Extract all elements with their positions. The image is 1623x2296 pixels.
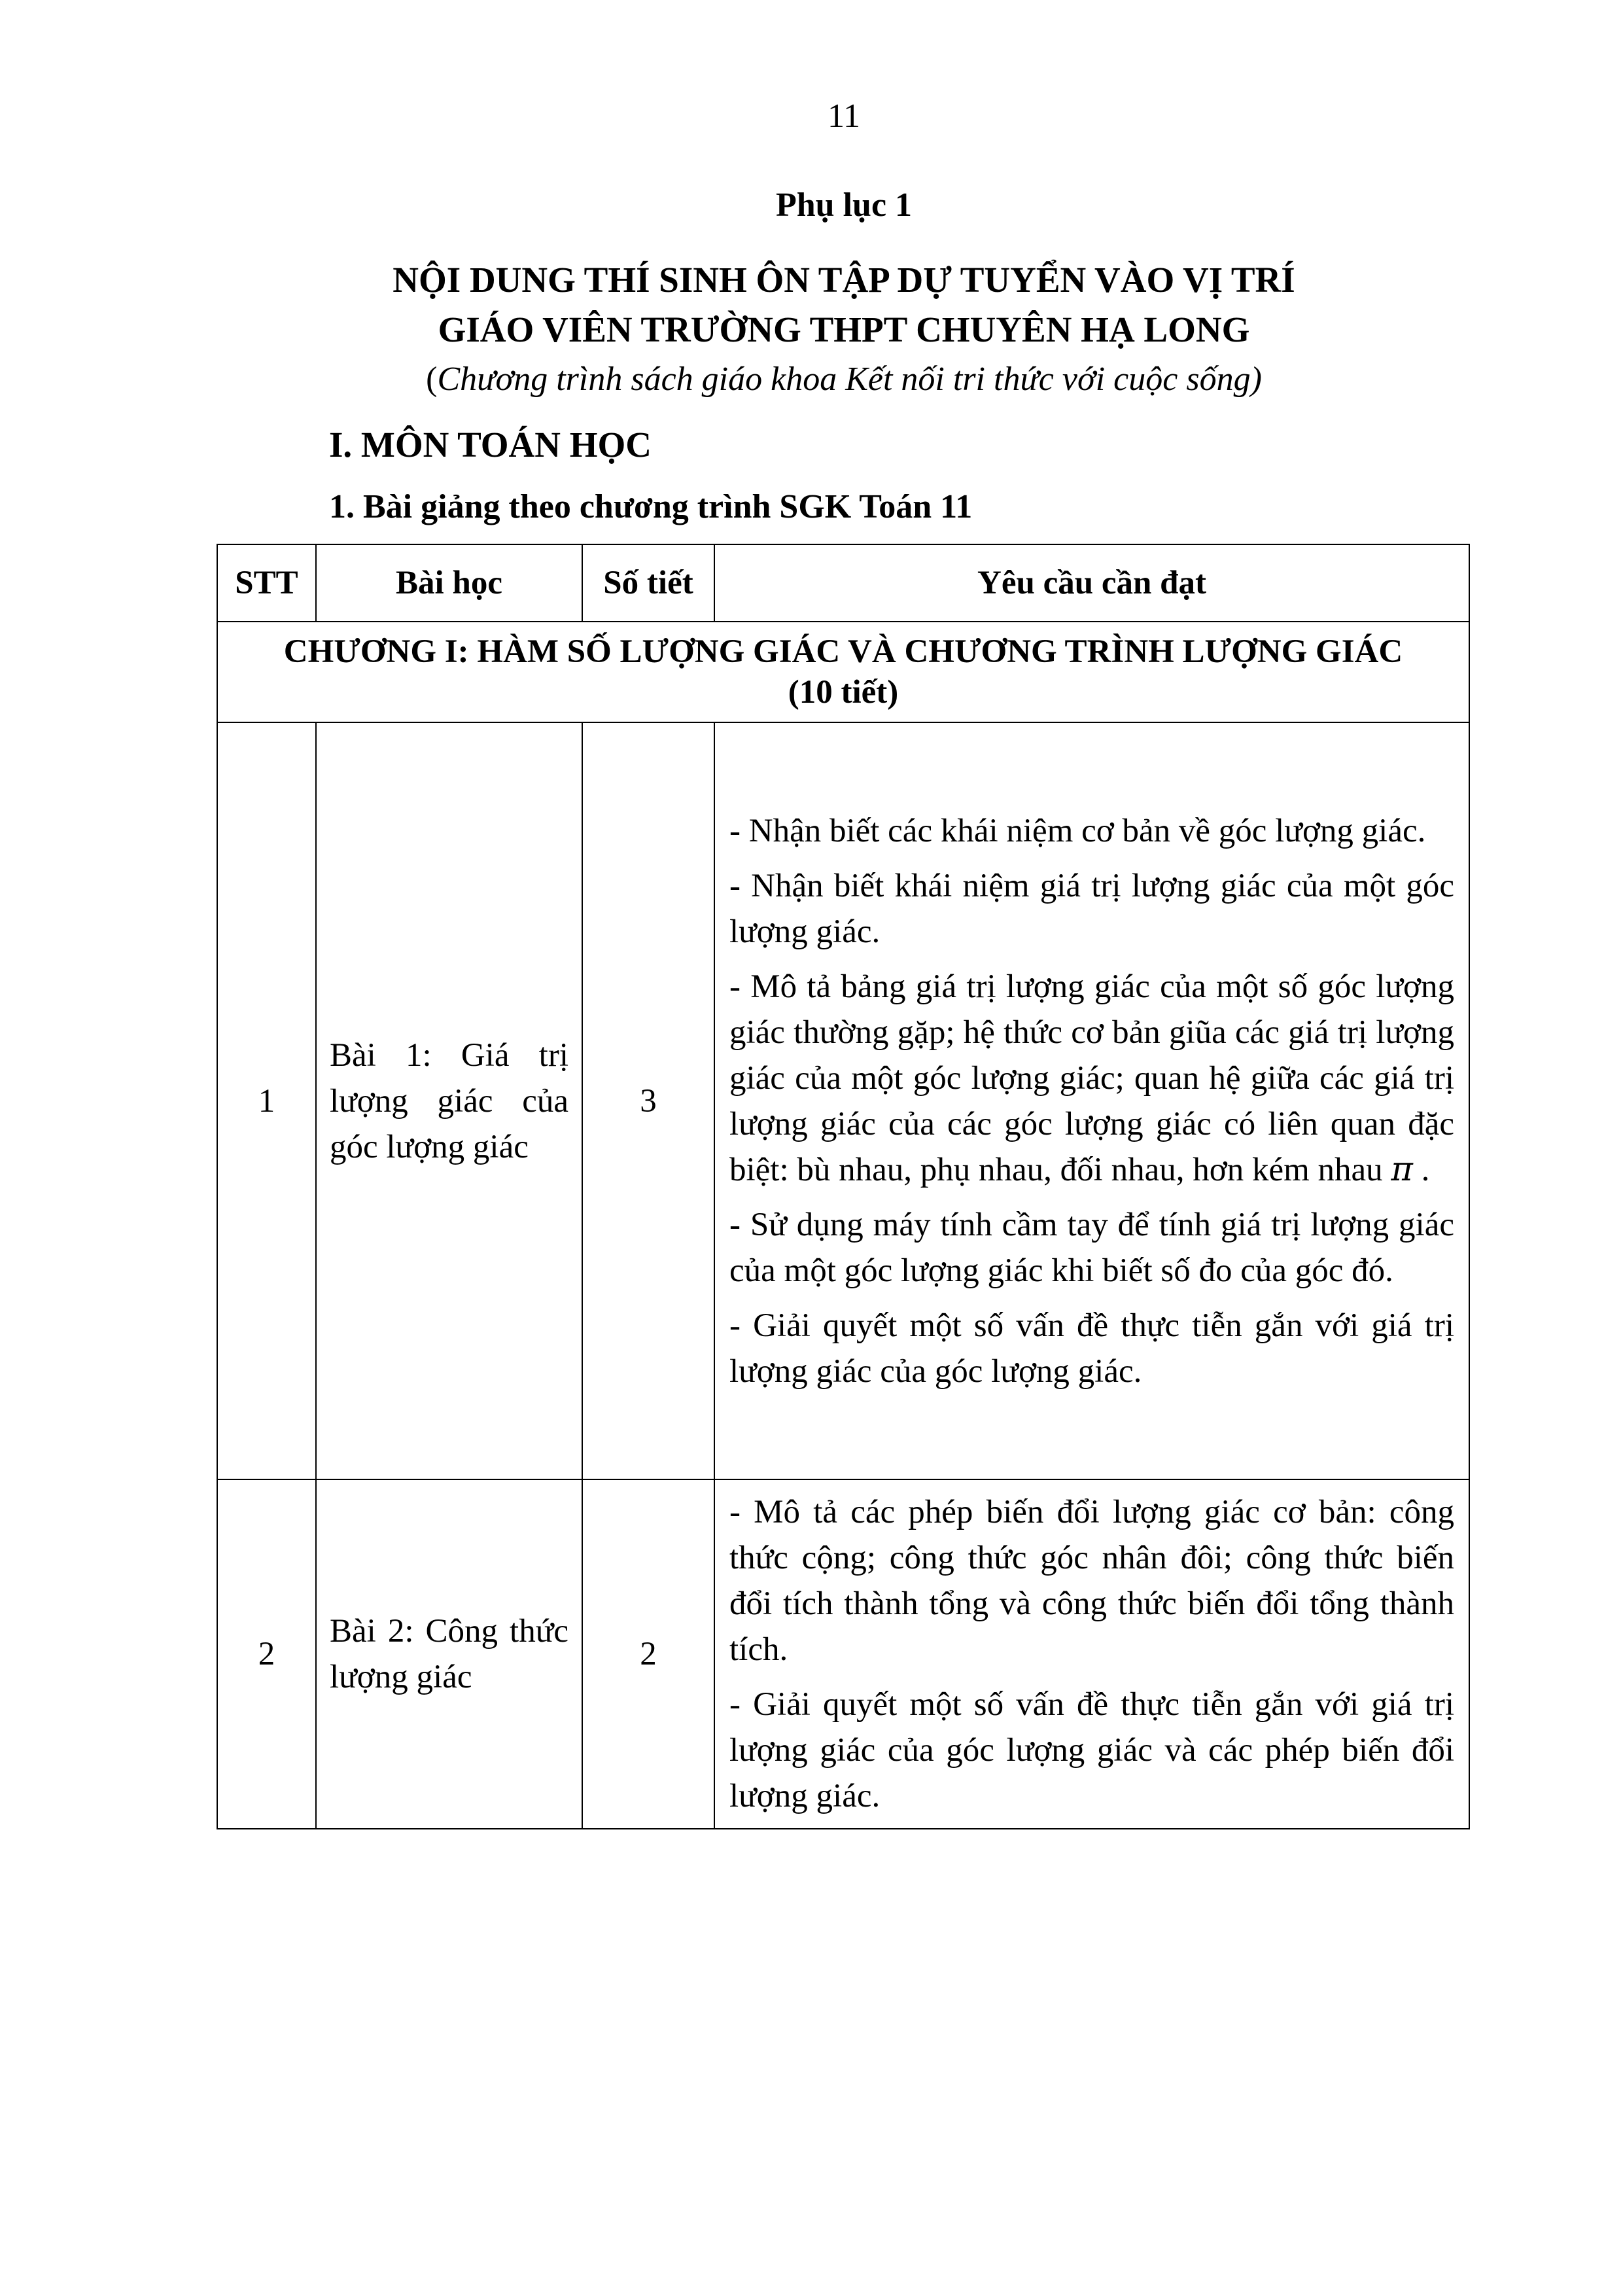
requirement-item: - Nhận biết khái niệm giá trị lượng giác của một góc lượng giác. [729, 867, 1454, 950]
chapter-row [217, 622, 1469, 722]
row-stt: 2 [217, 1479, 316, 1829]
pi-symbol: π [1391, 1150, 1413, 1189]
requirement-text: - Mô tả bảng giá trị lượng giác của một số góc lượng giác thường gặp; hệ thức cơ bản giũa các giá trị lượng giác của một góc lượng giác; quan hệ giữa các giá trị lượng giác của các góc lượng giác có liên quan đặc biệt: bù nhau, phụ nhau, đối nhau, hơn kém nhau [729, 968, 1454, 1188]
appendix-title: Phụ lục 1 [775, 186, 913, 224]
row-requirements [714, 722, 1469, 1479]
requirement-item: - Giải quyết một số vấn đề thực tiễn gắn với giá trị lượng giác của góc lượng giác và các phép biến đổi lượng giác. [729, 1686, 1454, 1814]
row-periods: 3 [582, 722, 714, 1479]
subtitle-text: Chương trình sách giáo khoa Kết nối tri thức với cuộc sống [437, 361, 1251, 398]
table-row [217, 722, 1469, 1479]
row-periods: 2 [582, 1479, 714, 1829]
main-title [0, 255, 1623, 355]
chapter-title: CHƯƠNG I: HÀM SỐ LƯỢNG GIÁC VÀ CHƯƠNG TRÌNH LƯỢNG GIÁC [283, 633, 1403, 670]
main-title-line-1: NỘI DUNG THÍ SINH ÔN TẬP DỰ TUYỂN VÀO VỊ TRÍ [393, 260, 1295, 300]
chapter-periods: (10 tiết) [788, 674, 899, 711]
subsection-heading: 1. Bài giảng theo chương trình SGK Toán 11 [329, 488, 973, 525]
row-stt: 1 [217, 722, 316, 1479]
requirement-item: - Sử dụng máy tính cầm tay để tính giá trị lượng giác của một góc lượng giác khi biết số đo của góc đó. [729, 1206, 1454, 1289]
page-number: 11 [827, 97, 861, 135]
requirement-period: . [1412, 1151, 1430, 1188]
curriculum-table [217, 544, 1470, 1829]
row-lesson: Bài 2: Công thức lượng giác [316, 1479, 582, 1829]
chapter-title-cell [217, 622, 1469, 722]
header-stt: STT [217, 544, 316, 622]
requirement-item: - Giải quyết một số vấn đề thực tiễn gắn với giá trị lượng giác của góc lượng giác. [729, 1307, 1454, 1390]
section-heading: I. MÔN TOÁN HỌC [329, 425, 652, 465]
subtitle-open-paren: ( [426, 361, 438, 398]
requirement-item: - Nhận biết các khái niệm cơ bản về góc lượng giác. [729, 812, 1426, 849]
requirement-item [729, 964, 1454, 1193]
row-lesson: Bài 1: Giá trị lượng giác của góc lượng giác [316, 722, 582, 1479]
header-requirements: Yêu cầu cần đạt [714, 544, 1469, 622]
table-header-row [217, 544, 1469, 622]
header-lesson: Bài học [316, 544, 582, 622]
main-title-line-2: GIÁO VIÊN TRƯỜNG THPT CHUYÊN HẠ LONG [438, 309, 1250, 349]
table-row [217, 1479, 1469, 1829]
subtitle-close-paren: ) [1250, 361, 1262, 398]
subtitle [0, 357, 1623, 402]
header-periods: Số tiết [582, 544, 714, 622]
row-requirements [714, 1479, 1469, 1829]
requirement-item: - Mô tả các phép biến đổi lượng giác cơ bản: công thức cộng; công thức góc nhân đôi; công thức biến đổi tích thành tổng và công thức biến đổi tổng thành tích. [729, 1494, 1454, 1668]
